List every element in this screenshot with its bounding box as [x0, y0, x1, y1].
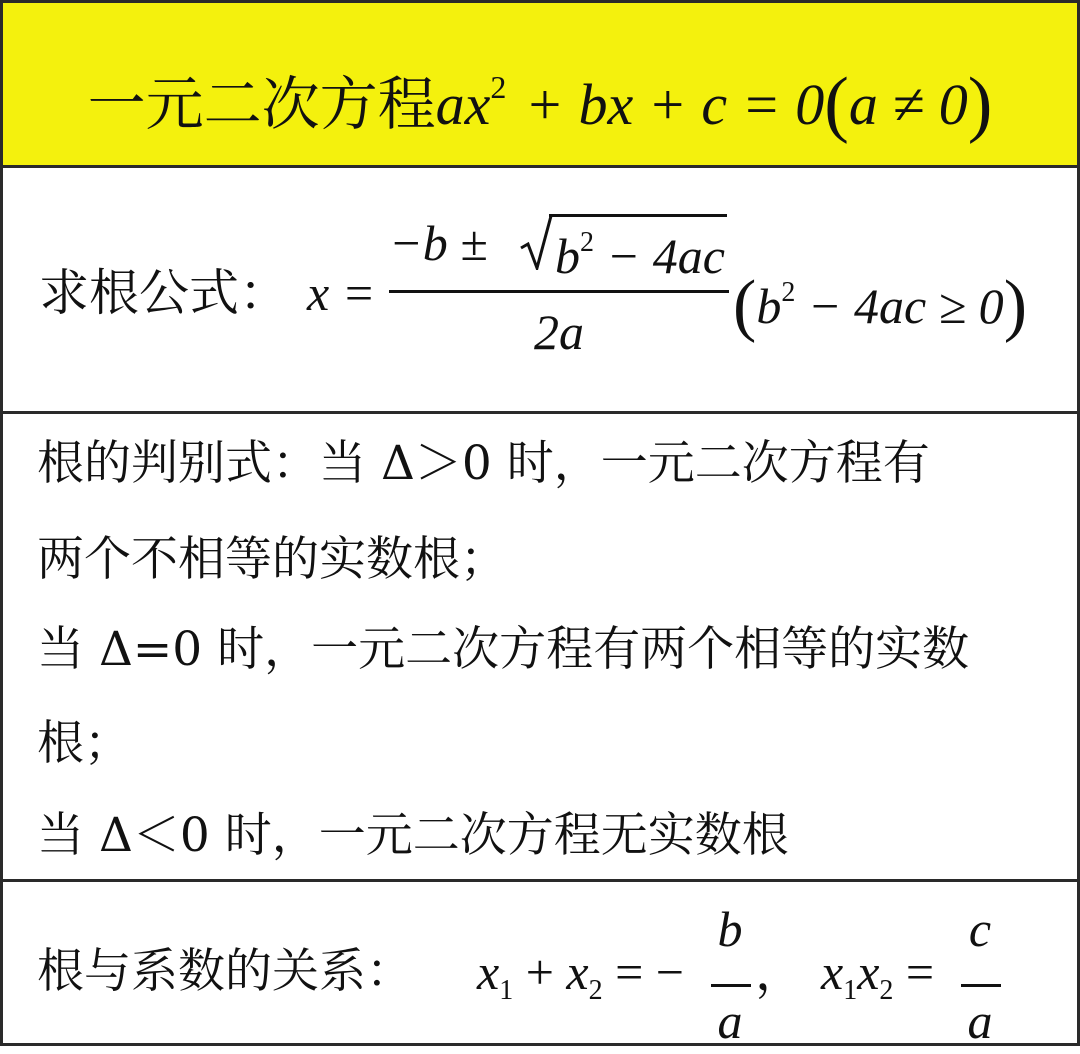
title-rest: + bx + c = 0: [524, 72, 825, 137]
formula-x-equals: x =: [307, 265, 376, 321]
discriminant-line-1: 根的判别式：当 Δ＞0 时，一元二次方程有: [37, 436, 930, 491]
vieta-row: [3, 882, 1077, 1049]
discriminant-line-3: 当 Δ=0 时，一元二次方程有两个相等的实数: [37, 622, 970, 677]
sum-fraction: [707, 901, 753, 1054]
title-open-paren: (: [824, 63, 849, 145]
discriminant-row: [3, 414, 1077, 882]
condition-b: b: [756, 278, 782, 334]
product-fraction-denominator: a: [967, 993, 993, 1049]
fraction-bar: [389, 290, 729, 293]
discriminant-line-4: 根；: [37, 716, 131, 771]
title-ax: ax: [435, 72, 491, 137]
condition-open-paren: (: [733, 267, 757, 344]
formula-numerator: [389, 208, 729, 284]
discriminant-line-2: 两个不相等的实数根；: [37, 532, 507, 587]
formula-denominator: 2a: [534, 304, 584, 360]
radicand-rest: − 4ac: [594, 228, 725, 284]
product-x1: x: [821, 944, 844, 1000]
sum-x1-subscript: 1: [499, 975, 514, 1006]
sum-x1: x: [477, 944, 500, 1000]
product-fraction-numerator: c: [968, 901, 992, 957]
product-x2: x: [857, 944, 880, 1000]
radicand-square: 2: [580, 227, 594, 258]
condition-square: 2: [781, 277, 796, 308]
sum-x2-subscript: 2: [588, 975, 603, 1006]
sum-fraction-numerator: b: [717, 901, 743, 957]
sum-plus: +: [513, 944, 567, 1000]
product-x1-subscript: 1: [843, 975, 858, 1006]
sum-x2: x: [566, 944, 589, 1000]
title-square: 2: [490, 69, 507, 105]
title-prefix: 一元二次方程: [87, 70, 436, 138]
quadratic-formula-row: [3, 168, 1077, 414]
equation-title: [3, 47, 1077, 145]
sum-equals: = −: [602, 944, 685, 1000]
title-condition: a ≠ 0: [848, 72, 968, 137]
title-close-paren: ): [967, 63, 993, 145]
header-row: [3, 3, 1077, 168]
numerator-prefix: −b ±: [389, 215, 488, 271]
radicand: [555, 208, 725, 291]
discriminant-line-5: 当 Δ＜0 时，一元二次方程无实数根: [37, 808, 789, 863]
formula-label: 求根公式：: [39, 264, 289, 322]
sum-fraction-denominator: a: [717, 993, 743, 1049]
square-root-icon: [519, 214, 553, 270]
product-x2-subscript: 2: [879, 975, 894, 1006]
condition-close-paren: ): [1003, 267, 1027, 344]
vieta-comma: ，: [755, 943, 805, 1001]
sum-fraction-bar: [711, 984, 751, 987]
vieta-product: [821, 942, 934, 1021]
radicand-b: b: [555, 228, 580, 284]
vieta-sum: [477, 942, 684, 1021]
product-equals: =: [893, 944, 935, 1000]
product-fraction-bar: [961, 984, 1001, 987]
condition-rest: − 4ac ≥ 0: [795, 278, 1004, 334]
formula-condition: [733, 256, 1027, 343]
vieta-label: 根与系数的关系：: [37, 944, 413, 999]
product-fraction: [957, 901, 1003, 1054]
